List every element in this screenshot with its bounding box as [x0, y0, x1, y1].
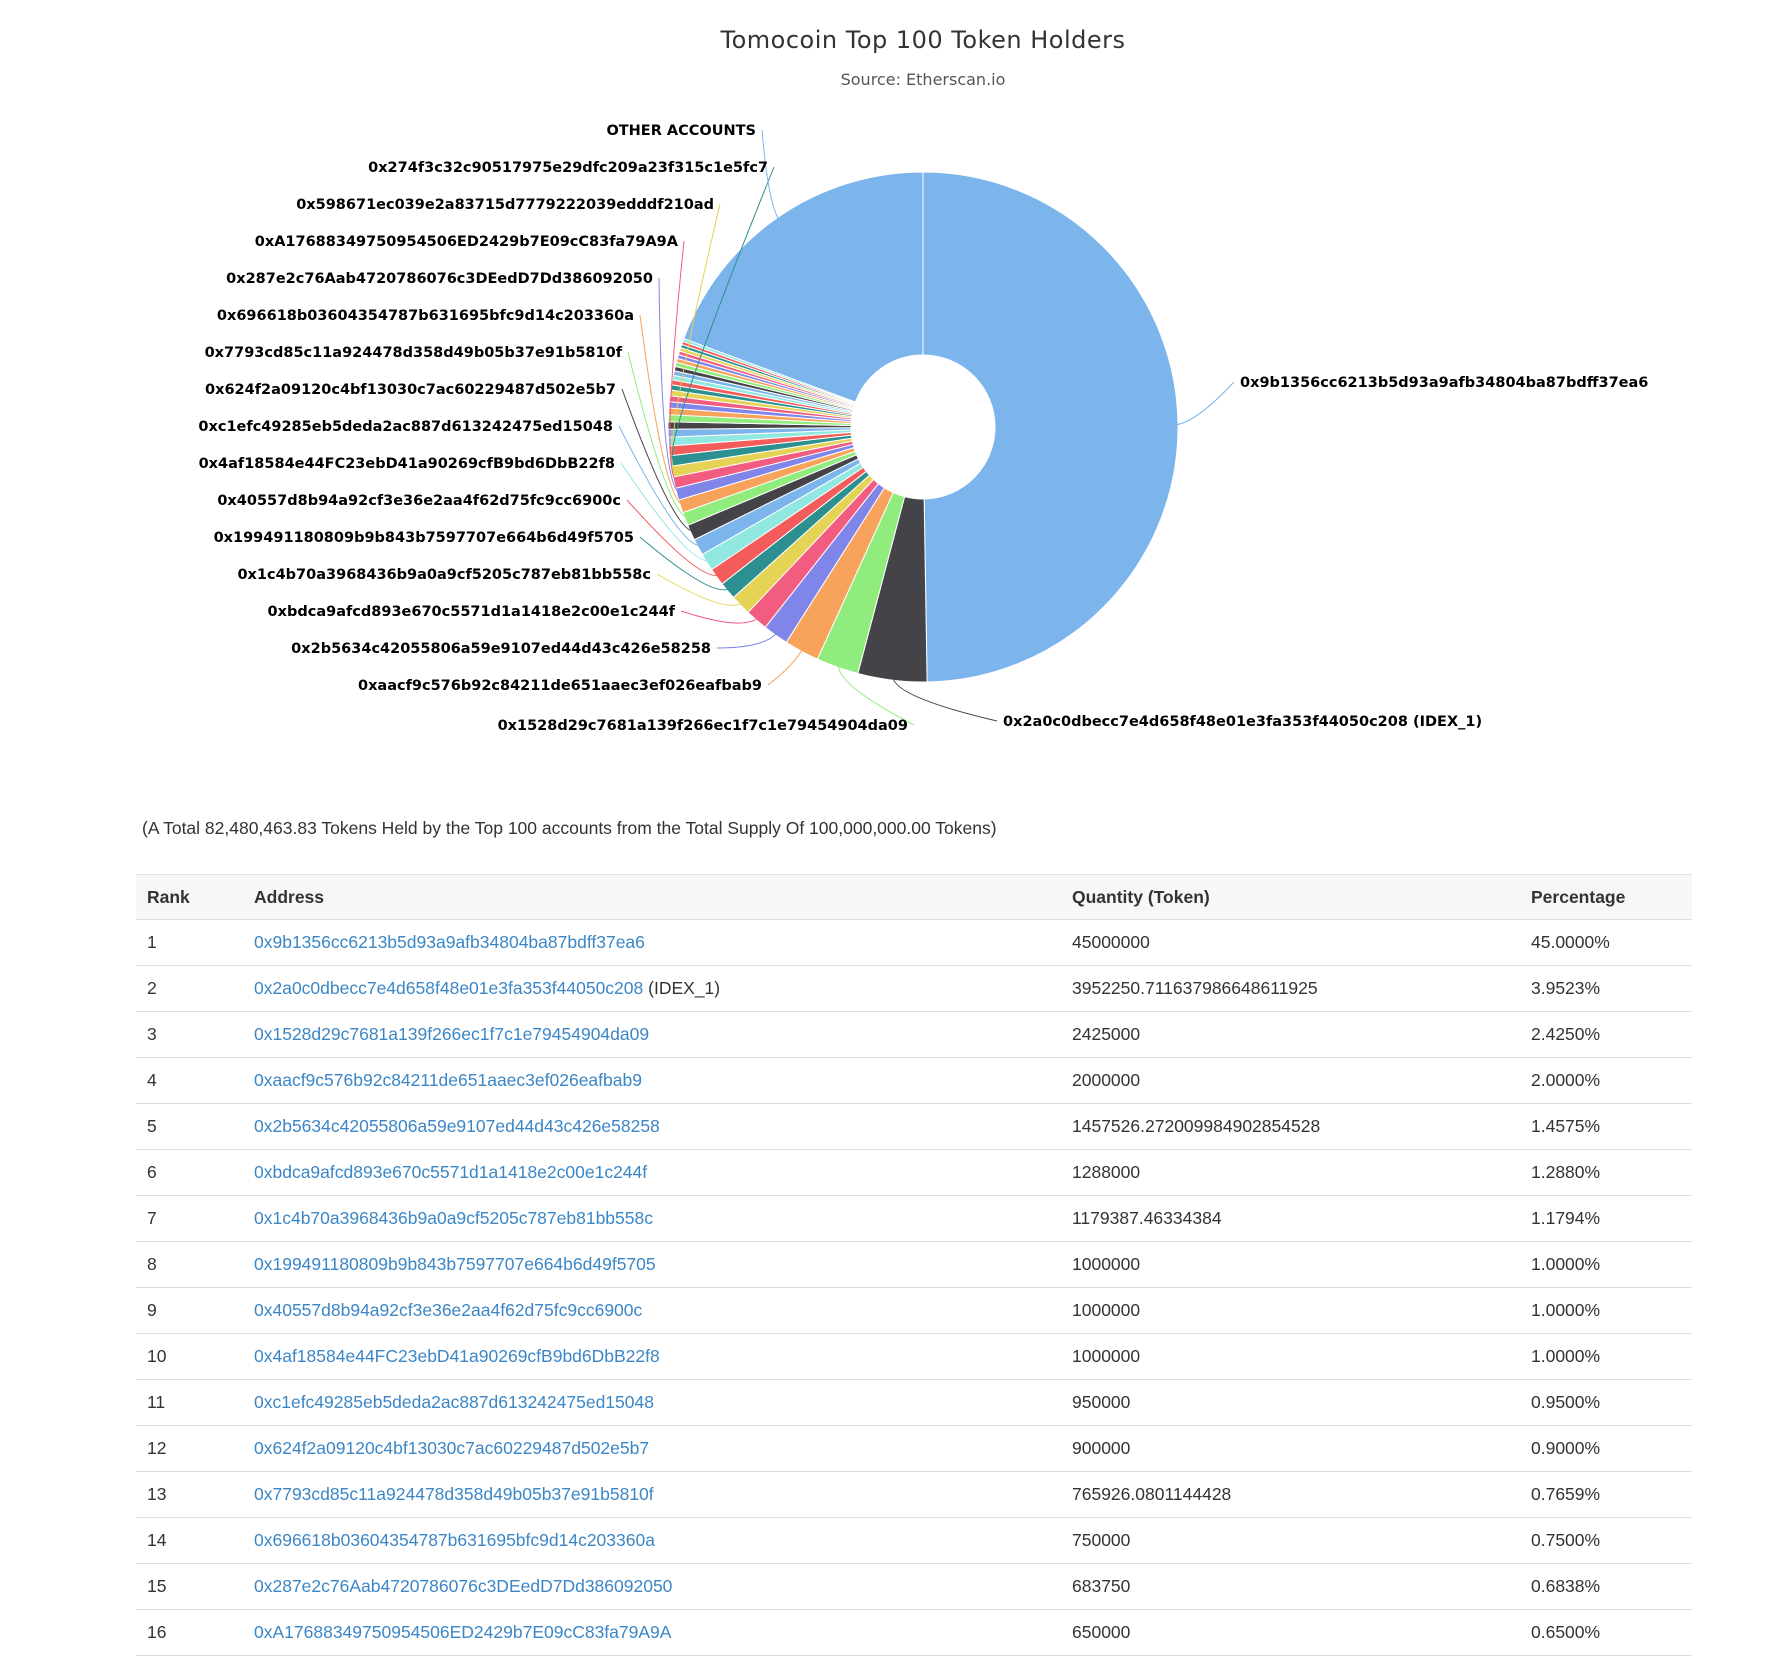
rank-cell: 3 [136, 1012, 243, 1058]
quantity-cell: 765926.0801144428 [1061, 1472, 1520, 1518]
rank-cell: 1 [136, 920, 243, 966]
table-row [136, 1242, 1692, 1288]
table-row [136, 1380, 1692, 1426]
percentage-cell: 2.4250% [1520, 1012, 1692, 1058]
holders-table [136, 874, 1692, 1656]
address-link[interactable]: 0xA17688349750954506ED2429b7E09cC83fa79A9A [254, 1622, 672, 1642]
table-row [136, 1012, 1692, 1058]
quantity-cell: 2000000 [1061, 1058, 1520, 1104]
percentage-cell: 0.7659% [1520, 1472, 1692, 1518]
label-connector [768, 647, 804, 685]
table-row [136, 1426, 1692, 1472]
rank-cell: 7 [136, 1196, 243, 1242]
address-cell [243, 1564, 1061, 1610]
percentage-cell: 2.0000% [1520, 1058, 1692, 1104]
pie-chart-svg [0, 0, 1768, 780]
address-link[interactable]: 0x4af18584e44FC23ebD41a90269cfB9bd6DbB22f8 [254, 1346, 660, 1366]
header-percentage[interactable]: Percentage [1520, 875, 1692, 920]
table-row [136, 1564, 1692, 1610]
rank-cell: 14 [136, 1518, 243, 1564]
address-link[interactable]: 0x2b5634c42055806a59e9107ed44d43c426e58258 [254, 1116, 660, 1136]
quantity-cell: 950000 [1061, 1380, 1520, 1426]
table-row [136, 966, 1692, 1012]
header-quantity[interactable]: Quantity (Token) [1061, 875, 1520, 920]
address-link[interactable]: 0x287e2c76Aab4720786076c3DEedD7Dd386092050 [254, 1576, 673, 1596]
address-cell [243, 1196, 1061, 1242]
chart-subtitle: Source: Etherscan.io [840, 70, 1006, 89]
address-cell [243, 1472, 1061, 1518]
quantity-cell: 683750 [1061, 1564, 1520, 1610]
quantity-cell: 2425000 [1061, 1012, 1520, 1058]
address-tag: (IDEX_1) [648, 978, 721, 998]
address-link[interactable]: 0x9b1356cc6213b5d93a9afb34804ba87bdff37ea6 [254, 932, 645, 952]
table-row [136, 1288, 1692, 1334]
slice-label: 0x2a0c0dbecc7e4d658f48e01e3fa353f44050c208 (IDEX_1) [1003, 714, 1483, 730]
percentage-cell: 0.7500% [1520, 1518, 1692, 1564]
quantity-cell: 1000000 [1061, 1334, 1520, 1380]
address-cell [243, 1058, 1061, 1104]
quantity-cell: 1000000 [1061, 1288, 1520, 1334]
percentage-cell: 1.2880% [1520, 1150, 1692, 1196]
slice-label: 0x2b5634c42055806a59e9107ed44d43c426e58258 [291, 641, 711, 657]
rank-cell: 4 [136, 1058, 243, 1104]
percentage-cell: 1.0000% [1520, 1288, 1692, 1334]
slice-label: 0x7793cd85c11a924478d358d49b05b37e91b5810f [204, 345, 622, 361]
quantity-cell: 45000000 [1061, 920, 1520, 966]
address-cell [243, 1012, 1061, 1058]
chart-title: Tomocoin Top 100 Token Holders [720, 26, 1126, 54]
slice-label: 0x4af18584e44FC23ebD41a90269cfB9bd6DbB22f8 [198, 456, 615, 472]
address-cell [243, 1334, 1061, 1380]
slice-label: 0xc1efc49285eb5deda2ac887d613242475ed15048 [198, 419, 613, 435]
slice-label: 0x1528d29c7681a139f266ec1f7c1e79454904da09 [497, 718, 908, 734]
rank-cell: 9 [136, 1288, 243, 1334]
slice-label: 0x40557d8b94a92cf3e36e2aa4f62d75fc9cc6900c [217, 493, 621, 509]
slice-label: 0x1c4b70a3968436b9a0a9cf5205c787eb81bb558c [237, 567, 651, 583]
quantity-cell: 1000000 [1061, 1242, 1520, 1288]
slice-label: 0xaacf9c576b92c84211de651aaec3ef026eafbab9 [357, 678, 762, 694]
address-cell [243, 1518, 1061, 1564]
header-rank[interactable]: Rank [136, 875, 243, 920]
percentage-cell: 0.6838% [1520, 1564, 1692, 1610]
quantity-cell: 900000 [1061, 1426, 1520, 1472]
slice-label: 0x598671ec039e2a83715d7779222039edddf210ad [296, 197, 714, 213]
address-link[interactable]: 0x696618b03604354787b631695bfc9d14c203360a [254, 1530, 655, 1550]
address-cell [243, 1380, 1061, 1426]
token-summary: (A Total 82,480,463.83 Tokens Held by the Top 100 accounts from the Total Supply Of 100,000,000.00 Tokens) [142, 818, 997, 838]
quantity-cell: 1457526.272009984902854528 [1061, 1104, 1520, 1150]
rank-cell: 5 [136, 1104, 243, 1150]
pie-chart [0, 0, 1768, 780]
rank-cell: 15 [136, 1564, 243, 1610]
label-connector [717, 631, 779, 648]
address-cell [243, 920, 1061, 966]
address-cell [243, 1610, 1061, 1656]
pie-slices [668, 172, 1178, 682]
slice-label: 0x9b1356cc6213b5d93a9afb34804ba87bdff37ea6 [1240, 375, 1649, 391]
address-link[interactable]: 0x624f2a09120c4bf13030c7ac60229487d502e5b7 [254, 1438, 650, 1458]
table-row [136, 1104, 1692, 1150]
table-row [136, 920, 1692, 966]
slice-label: 0x287e2c76Aab4720786076c3DEedD7Dd386092050 [226, 271, 653, 287]
pie-slice[interactable] [923, 172, 1178, 682]
rank-cell: 6 [136, 1150, 243, 1196]
address-cell [243, 1242, 1061, 1288]
address-link[interactable]: 0x2a0c0dbecc7e4d658f48e01e3fa353f44050c208 [254, 978, 644, 998]
address-link[interactable]: 0x1c4b70a3968436b9a0a9cf5205c787eb81bb558c [254, 1208, 653, 1228]
percentage-cell: 0.6500% [1520, 1610, 1692, 1656]
table-row [136, 1610, 1692, 1656]
address-cell [243, 1288, 1061, 1334]
slice-label: 0x696618b03604354787b631695bfc9d14c203360a [216, 308, 634, 324]
header-address[interactable]: Address [243, 875, 1061, 920]
percentage-cell: 3.9523% [1520, 966, 1692, 1012]
rank-cell: 8 [136, 1242, 243, 1288]
table-row [136, 1518, 1692, 1564]
slice-label: 0x199491180809b9b843b7597707e664b6d49f5705 [213, 530, 634, 546]
address-link[interactable]: 0x199491180809b9b843b7597707e664b6d49f5705 [254, 1254, 656, 1274]
address-cell [243, 1150, 1061, 1196]
address-link[interactable]: 0xc1efc49285eb5deda2ac887d613242475ed15048 [254, 1392, 654, 1412]
percentage-cell: 0.9500% [1520, 1380, 1692, 1426]
rank-cell: 13 [136, 1472, 243, 1518]
table-row [136, 1334, 1692, 1380]
slice-label: 0xbdca9afcd893e670c5571d1a1418e2c00e1c244f [267, 604, 675, 620]
quantity-cell: 1179387.46334384 [1061, 1196, 1520, 1242]
percentage-cell: 1.1794% [1520, 1196, 1692, 1242]
slice-label: 0x624f2a09120c4bf13030c7ac60229487d502e5b7 [205, 382, 616, 398]
table-body [136, 920, 1692, 1656]
address-link[interactable]: 0xbdca9afcd893e670c5571d1a1418e2c00e1c244f [254, 1162, 648, 1182]
slice-label: OTHER ACCOUNTS [606, 123, 756, 139]
rank-cell: 2 [136, 966, 243, 1012]
rank-cell: 10 [136, 1334, 243, 1380]
slice-label: 0x274f3c32c90517975e29dfc209a23f315c1e5fc7 [368, 160, 768, 176]
slice-label: 0xA17688349750954506ED2429b7E09cC83fa79A9A [254, 234, 678, 250]
address-cell [243, 1104, 1061, 1150]
address-link[interactable]: 0x40557d8b94a92cf3e36e2aa4f62d75fc9cc6900c [254, 1300, 643, 1320]
table-row [136, 1472, 1692, 1518]
percentage-cell: 1.4575% [1520, 1104, 1692, 1150]
rank-cell: 12 [136, 1426, 243, 1472]
address-cell [243, 1426, 1061, 1472]
address-link[interactable]: 0x1528d29c7681a139f266ec1f7c1e79454904da09 [254, 1024, 650, 1044]
percentage-cell: 1.0000% [1520, 1334, 1692, 1380]
rank-cell: 11 [136, 1380, 243, 1426]
address-link[interactable]: 0x7793cd85c11a924478d358d49b05b37e91b5810f [254, 1484, 654, 1504]
address-cell [243, 966, 1061, 1012]
table-row [136, 1196, 1692, 1242]
percentage-cell: 45.0000% [1520, 920, 1692, 966]
label-connector [1173, 382, 1234, 425]
address-link[interactable]: 0xaacf9c576b92c84211de651aaec3ef026eafbab9 [254, 1070, 642, 1090]
table-header-row [136, 875, 1692, 920]
quantity-cell: 1288000 [1061, 1150, 1520, 1196]
rank-cell: 16 [136, 1610, 243, 1656]
quantity-cell: 750000 [1061, 1518, 1520, 1564]
percentage-cell: 0.9000% [1520, 1426, 1692, 1472]
percentage-cell: 1.0000% [1520, 1242, 1692, 1288]
table-row [136, 1058, 1692, 1104]
quantity-cell: 3952250.711637986648611925 [1061, 966, 1520, 1012]
table-row [136, 1150, 1692, 1196]
quantity-cell: 650000 [1061, 1610, 1520, 1656]
